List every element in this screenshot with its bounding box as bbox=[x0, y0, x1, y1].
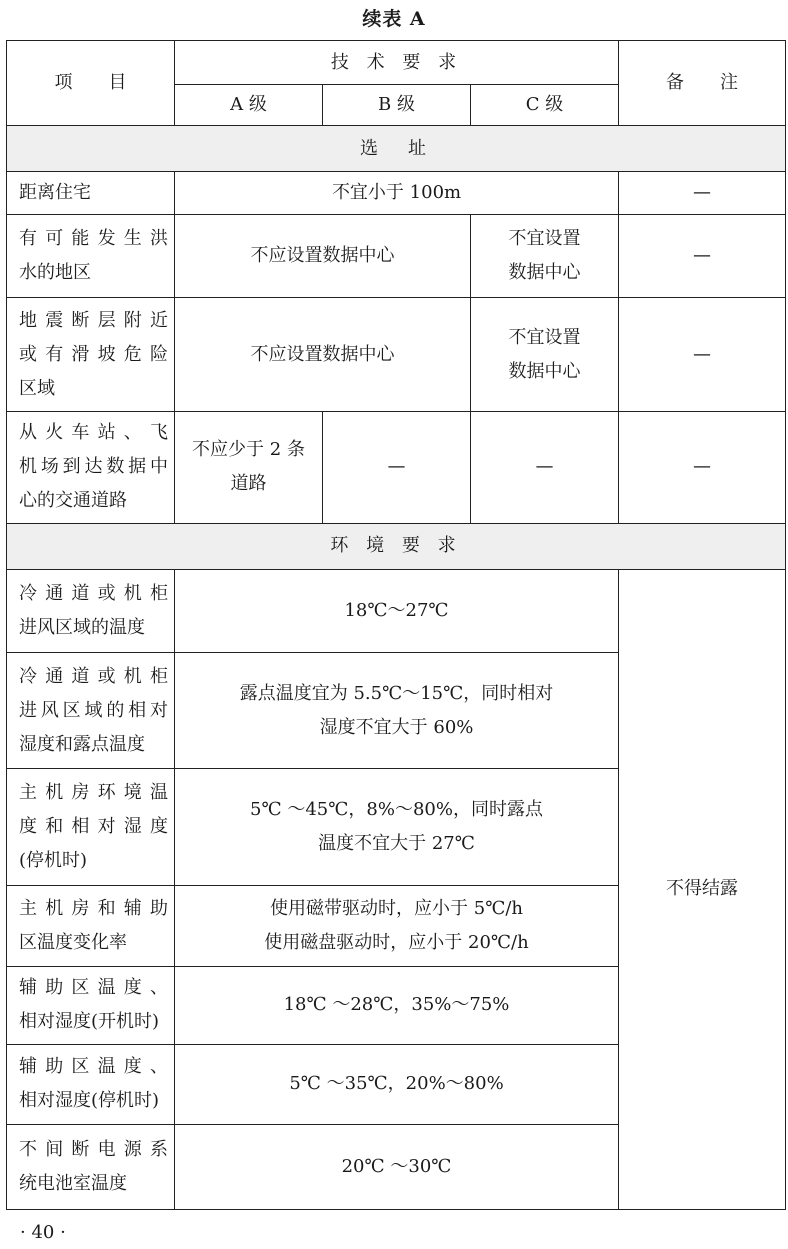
row-value: 使用磁带驱动时，应小于 5℃/h 使用磁盘驱动时，应小于 20℃/h bbox=[175, 886, 619, 966]
row-note: — bbox=[619, 298, 786, 411]
section-site: 选 址 bbox=[7, 126, 786, 172]
row-item: 辅助区温度、 相对湿度(开机时) bbox=[7, 966, 175, 1044]
header-row bbox=[7, 41, 786, 85]
page-number: · 40 · bbox=[20, 1222, 66, 1243]
row-value-c: 不宜设置 数据中心 bbox=[471, 298, 619, 411]
row-item: 有可能发生洪 水的地区 bbox=[7, 215, 175, 298]
row-note: — bbox=[619, 411, 786, 523]
row-value: 5℃ ～35℃，20%～80% bbox=[175, 1044, 619, 1124]
table-row bbox=[7, 411, 786, 523]
row-item: 主机房环境温 度和相对湿度 (停机时) bbox=[7, 769, 175, 886]
row-item: 主机房和辅助 区温度变化率 bbox=[7, 886, 175, 966]
header-grade-a: A 级 bbox=[175, 85, 323, 126]
row-value-ab: 不应设置数据中心 bbox=[175, 215, 471, 298]
row-value-b: — bbox=[323, 411, 471, 523]
table-row bbox=[7, 298, 786, 411]
row-value-ab: 不应设置数据中心 bbox=[175, 298, 471, 411]
row-value: 20℃ ～30℃ bbox=[175, 1124, 619, 1209]
row-value: 5℃ ～45℃，8%～80%，同时露点 温度不宜大于 27℃ bbox=[175, 769, 619, 886]
row-value-c: 不宜设置 数据中心 bbox=[471, 215, 619, 298]
row-value-a: 不应少于 2 条 道路 bbox=[175, 411, 323, 523]
row-value: 18℃ ～28℃，35%～75% bbox=[175, 966, 619, 1044]
row-item: 地震断层附近 或有滑坡危险 区域 bbox=[7, 298, 175, 411]
row-note: — bbox=[619, 215, 786, 298]
row-value: 露点温度宜为 5.5℃～15℃，同时相对 湿度不宜大于 60% bbox=[175, 653, 619, 769]
header-grade-b: B 级 bbox=[323, 85, 471, 126]
env-note: 不得结露 bbox=[619, 569, 786, 1209]
header-tech: 技 术 要 求 bbox=[175, 41, 619, 85]
row-value: 不宜小于 100m bbox=[175, 172, 619, 215]
spec-table bbox=[6, 40, 786, 1210]
section-row-env bbox=[7, 523, 786, 569]
table-row bbox=[7, 569, 786, 652]
row-value-c: — bbox=[471, 411, 619, 523]
row-note: — bbox=[619, 172, 786, 215]
table-row bbox=[7, 172, 786, 215]
header-note: 备 注 bbox=[619, 41, 786, 126]
row-item: 冷通道或机柜 进风区域的相对 湿度和露点温度 bbox=[7, 653, 175, 769]
section-env: 环 境 要 求 bbox=[7, 523, 786, 569]
table-title: 续表 A bbox=[362, 8, 426, 30]
header-grade-c: C 级 bbox=[471, 85, 619, 126]
row-value: 18℃～27℃ bbox=[175, 569, 619, 652]
header-item: 项 目 bbox=[7, 41, 175, 126]
row-item: 从火车站、飞 机场到达数据中 心的交通道路 bbox=[7, 411, 175, 523]
section-row-site bbox=[7, 126, 786, 172]
row-item: 不间断电源系 统电池室温度 bbox=[7, 1124, 175, 1209]
row-item: 辅助区温度、 相对湿度(停机时) bbox=[7, 1044, 175, 1124]
row-item: 距离住宅 bbox=[7, 172, 175, 215]
row-item: 冷通道或机柜 进风区域的温度 bbox=[7, 569, 175, 652]
table-row bbox=[7, 215, 786, 298]
